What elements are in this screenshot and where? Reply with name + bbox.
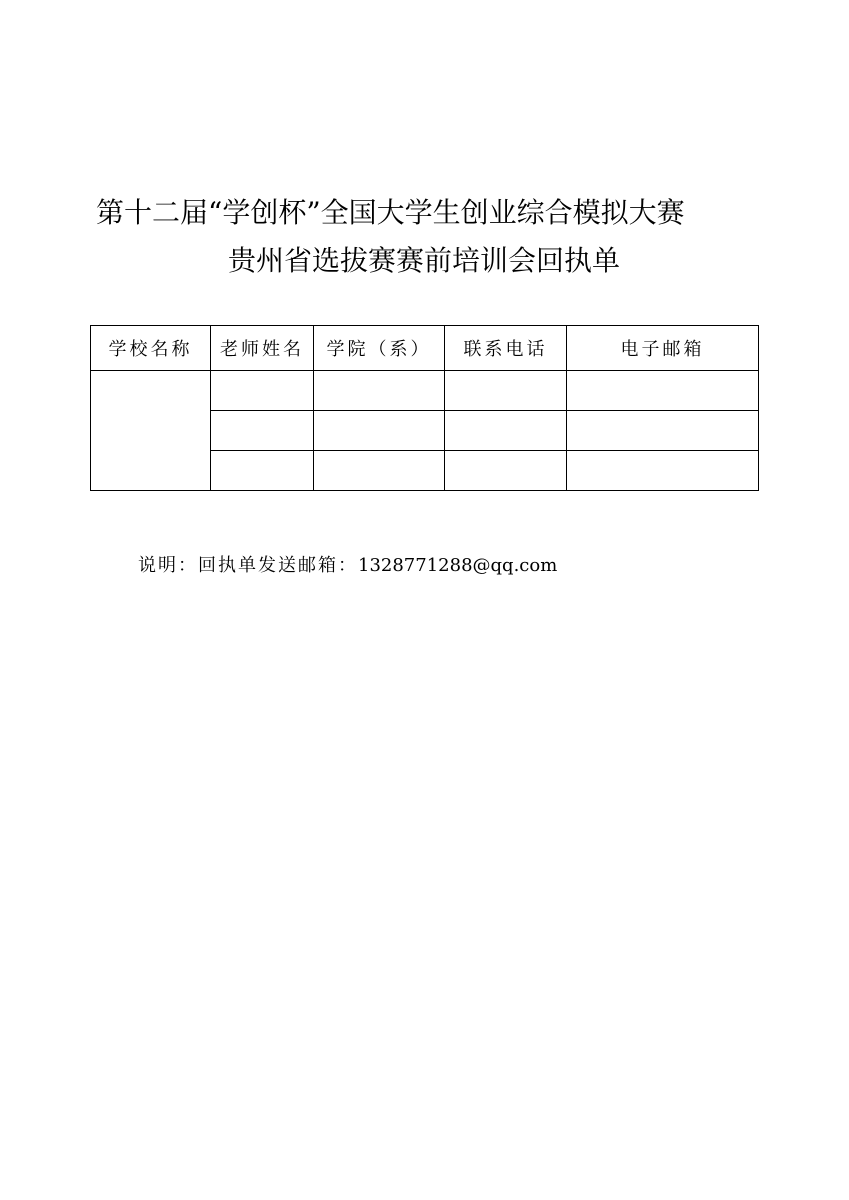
cell-college[interactable] bbox=[314, 411, 445, 451]
header-teacher-name: 老师姓名 bbox=[211, 326, 314, 371]
cell-email[interactable] bbox=[567, 371, 759, 411]
header-email: 电子邮箱 bbox=[567, 326, 759, 371]
table-header-row bbox=[91, 326, 759, 371]
cell-teacher-name[interactable] bbox=[211, 451, 314, 491]
header-school-name: 学校名称 bbox=[91, 326, 211, 371]
header-phone: 联系电话 bbox=[445, 326, 567, 371]
document-title-line-2: 贵州省选拔赛赛前培训会回执单 bbox=[228, 244, 621, 277]
cell-phone[interactable] bbox=[445, 371, 567, 411]
cell-email[interactable] bbox=[567, 451, 759, 491]
cell-phone[interactable] bbox=[445, 411, 567, 451]
cell-school-name[interactable] bbox=[91, 371, 211, 491]
cell-email[interactable] bbox=[567, 411, 759, 451]
cell-college[interactable] bbox=[314, 371, 445, 411]
header-college: 学院（系） bbox=[314, 326, 445, 371]
cell-phone[interactable] bbox=[445, 451, 567, 491]
cell-college[interactable] bbox=[314, 451, 445, 491]
document-title-line-1: 第十二届“学创杯”全国大学生创业综合模拟大赛 bbox=[96, 196, 685, 229]
submission-note bbox=[138, 553, 557, 579]
receipt-table bbox=[90, 325, 759, 491]
note-email[interactable]: 1328771288@qq.com bbox=[358, 555, 558, 576]
cell-teacher-name[interactable] bbox=[211, 411, 314, 451]
note-label: 说明：回执单发送邮箱： bbox=[138, 555, 358, 576]
table-row bbox=[91, 371, 759, 411]
cell-teacher-name[interactable] bbox=[211, 371, 314, 411]
